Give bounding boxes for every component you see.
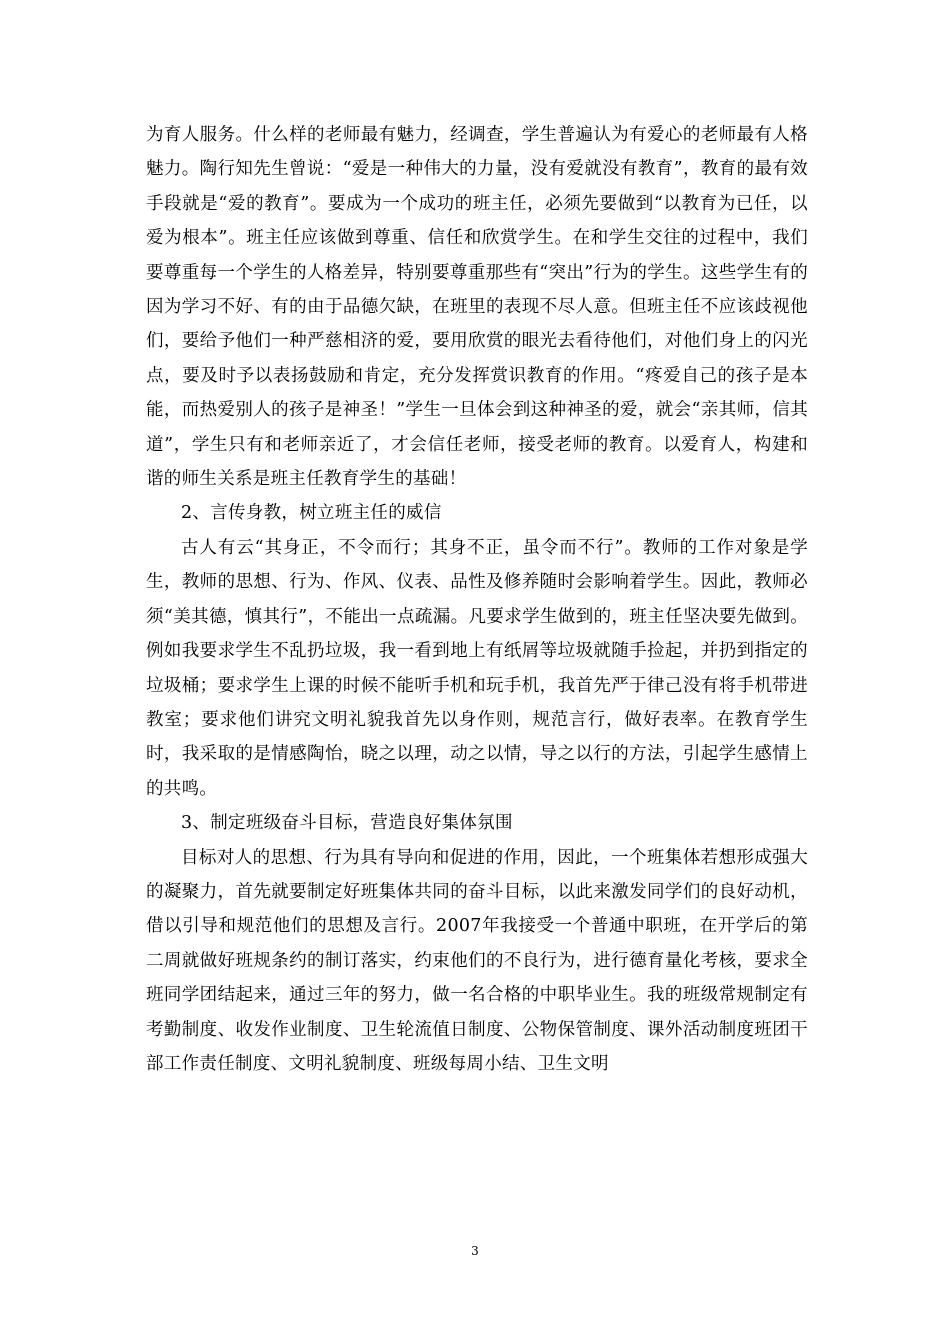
paragraph-class-goals: 目标对人的思想、行为具有导向和促进的作用，因此，一个班集体若想形成强大的凝聚力，首先就要制定好班集体共同的奋斗目标，以此来激发同学们的良好动机，借以引导和规范他们的思想及言行。2007年我接受一个普通中职班，在开学后的第二周就做好班规条约的制订落实，约束他们的不良行为，进行德育量化考核，要求全班同学团结起来，通过三年的努力，做一名合格的中职毕业生。我的班级常规制定有考勤制度、收发作业制度、卫生轮流值日制度、公物保管制度、课外活动制度班团干部工作责任制度、文明礼貌制度、班级每周小结、卫生文明 [146, 847, 808, 1074]
paragraph-love-education: 为育人服务。什么样的老师最有魅力，经调查，学生普遍认为有爱心的老师最有人格魅力。陶行知先生曾说：“爱是一种伟大的力量，没有爱就没有教育”，教育的最有效手段就是“爱的教育”。要成为一个成功的班主任，必须先要做到“以教育为已任，以爱为根本”。班主任应该做到尊重、信任和欣赏学生。在和学生交往的过程中，我们要尊重每一个学生的人格差异，特别要尊重那些有“突出”行为的学生。这些学生有的因为学习不好、有的由于品德欠缺，在班里的表现不尽人意。但班主任不应该歧视他们，要给予他们一种严慈相济的爱，要用欣赏的眼光去看待他们，对他们身上的闪光点，要及时予以表扬鼓励和肯定，充分发挥赏识教育的作用。“疼爱自己的孩子是本能，而热爱别人的孩子是神圣！”学生一旦体会到这种神圣的爱，就会“亲其师，信其道”，学生只有和老师亲近了，才会信任老师，接受老师的教育。以爱育人，构建和谐的师生关系是班主任教育学生的基础！ [146, 125, 808, 490]
document-body [146, 118, 808, 1081]
paragraph-lead-by-example: 古人有云“其身正，不令而行；其身不正，虽令而不行”。教师的工作对象是学生，教师的思想、行为、作风、仪表、品性及修养随时会影响着学生。因此，教师必须“美其德，慎其行”，不能出一点疏漏。凡要求学生做到的，班主任坚决要先做到。例如我要求学生不乱扔垃圾，我一看到地上有纸屑等垃圾就随手捡起，并扔到指定的垃圾桶；要求学生上课的时候不能听手机和玩手机，我首先严于律己没有将手机带进教室；要求他们讲究文明礼貌我首先以身作则，规范言行，做好表率。在教育学生时，我采取的是情感陶怡，晓之以理，动之以情，导之以行的方法，引起学生感情上的共鸣。 [146, 537, 808, 799]
page-number: 3 [471, 1244, 479, 1258]
section-heading-3: 3、制定班级奋斗目标，营造良好集体氛围 [181, 813, 513, 834]
section-heading-2: 2、言传身教，树立班主任的威信 [181, 503, 442, 524]
